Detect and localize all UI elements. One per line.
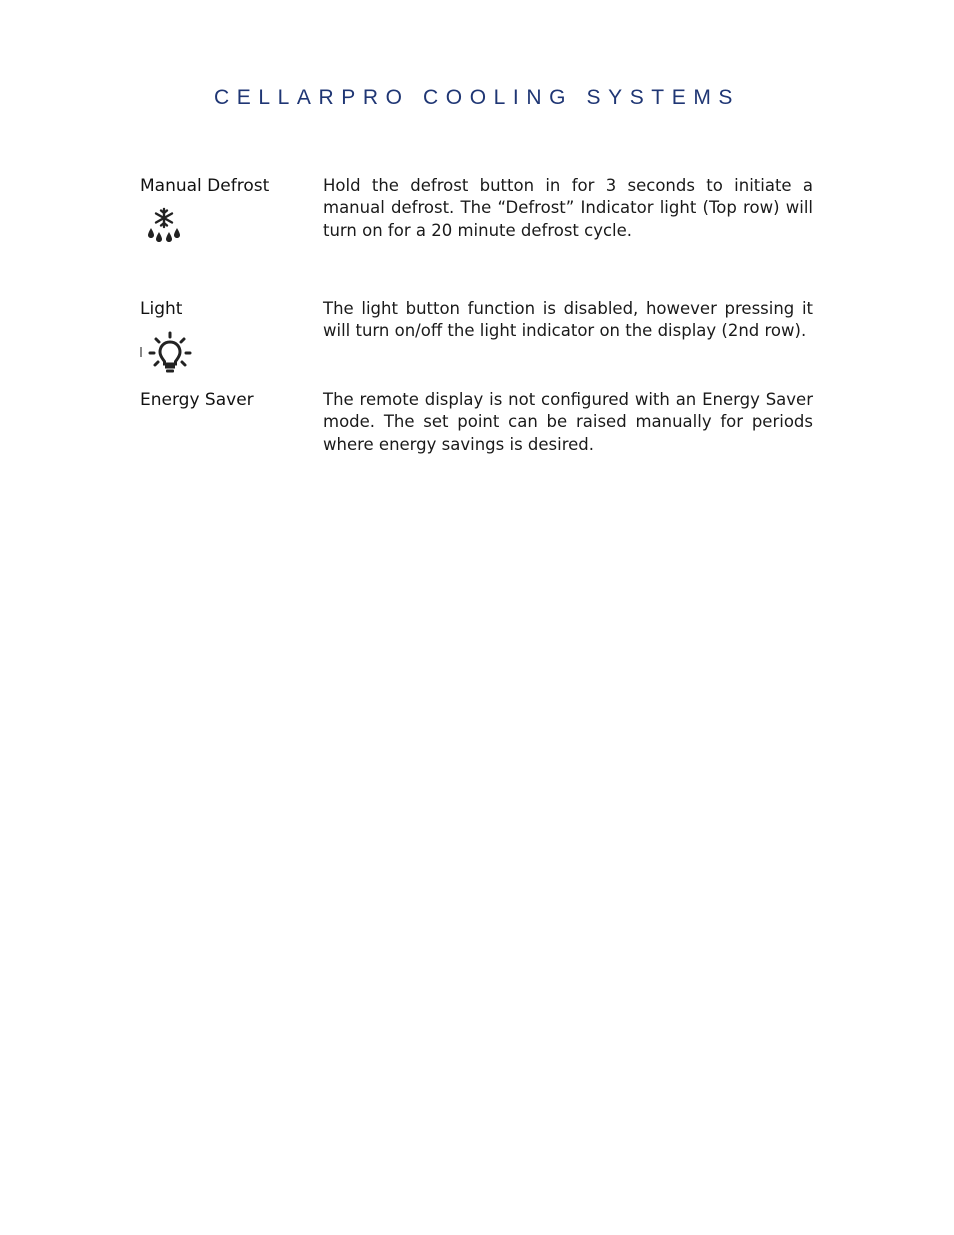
page-title: CELLARPRO COOLING SYSTEMS	[213, 86, 741, 109]
light-description: The light button function is disabled, however pressing it will turn on/off the light indicator on the display (2nd row).	[323, 299, 813, 341]
energy-saver-label: Energy Saver	[140, 390, 254, 410]
defrost-icon	[146, 207, 182, 243]
light-bulb-icon	[148, 331, 192, 377]
light-label: Light	[140, 299, 183, 319]
manual-defrost-label: Manual Defrost	[140, 176, 270, 196]
manual-defrost-description: Hold the defrost button in for 3 seconds to initiate a manual defrost. The “Defrost” Indicator light (Top row) will turn on for a 20 minute defrost cycle.	[323, 176, 813, 240]
divider-mark	[140, 347, 142, 357]
energy-saver-description: The remote display is not configured with an Energy Saver mode. The set point can be raised manually for periods where energy savings is desired.	[323, 390, 813, 454]
